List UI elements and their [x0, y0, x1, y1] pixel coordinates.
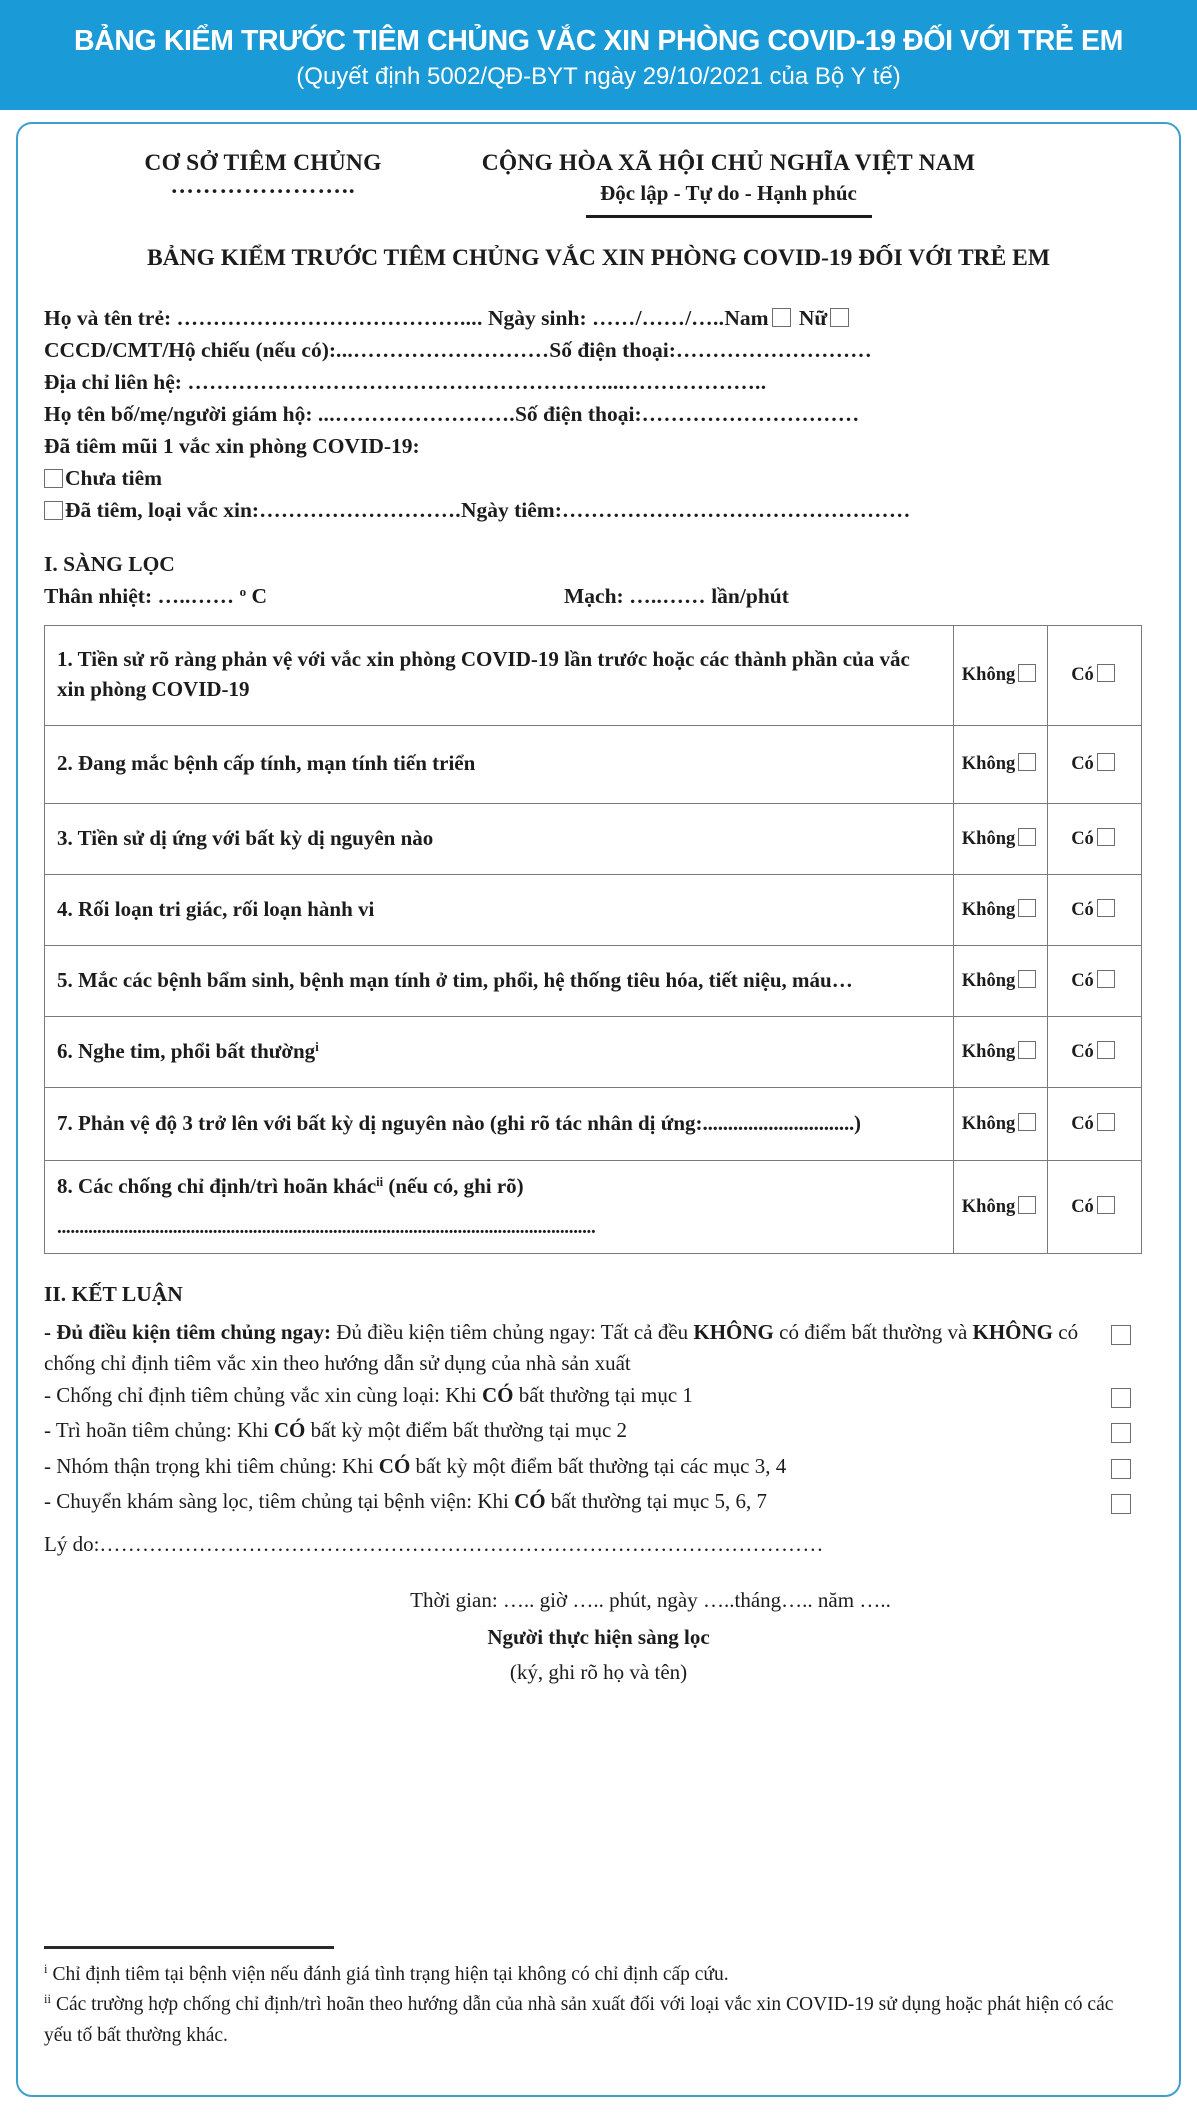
conclusion-strong-a: CÓ — [514, 1489, 546, 1513]
dob-day-input[interactable]: …… — [591, 305, 636, 330]
answer-yes-label: Có — [1071, 828, 1094, 849]
temperature-input[interactable]: …..…… — [157, 583, 235, 608]
answer-no-label: Không — [961, 899, 1016, 920]
answer-no-cell[interactable] — [954, 1087, 1048, 1160]
conclusion-strong-a: KHÔNG — [693, 1319, 774, 1344]
eligible-checkbox[interactable] — [1111, 1325, 1131, 1345]
vitals-row — [44, 584, 1153, 609]
conclusion-checkbox-cell[interactable] — [1111, 1451, 1153, 1487]
answer-no-checkbox[interactable] — [1018, 1196, 1036, 1214]
vaccinated-checkbox[interactable] — [44, 501, 63, 520]
field-row-guardian — [44, 398, 1153, 430]
inject-date-label: Ngày tiêm: — [460, 497, 562, 522]
address-input[interactable]: …………………………………………………....……………….. — [187, 369, 767, 394]
conclusion-checkbox-cell[interactable] — [1111, 1317, 1153, 1353]
pulse-input[interactable]: …..…… — [629, 583, 706, 608]
conclusion-rest-c: có chống chỉ định tiêm vắc xin theo hướng dẫn sử dụng của nhà sản xuất — [44, 1319, 1079, 1375]
footnote-item — [44, 1990, 1144, 2051]
answer-yes-checkbox[interactable] — [1097, 1196, 1115, 1214]
answer-yes-cell[interactable] — [1048, 803, 1142, 874]
conclusion-list — [44, 1317, 1153, 1561]
form-title: BẢNG KIỂM TRƯỚC TIÊM CHỦNG VẮC XIN PHÒNG COVID-19 ĐỐI VỚI TRẺ EM — [146, 244, 1051, 271]
conclusion-text — [44, 1380, 1111, 1412]
degree-symbol: o — [239, 583, 247, 599]
motto-divider — [586, 215, 872, 218]
answer-no-checkbox[interactable] — [1018, 664, 1036, 682]
answer-yes-label: Có — [1071, 1113, 1094, 1134]
conclusion-rest-a: Đủ điều kiện tiêm chủng ngay: Tất cả đều — [331, 1319, 694, 1344]
field-row-name — [44, 302, 1153, 334]
footnote-marker: i — [44, 1961, 48, 1976]
conclusion-strong-a: CÓ — [482, 1382, 514, 1407]
temperature-field — [44, 584, 564, 609]
conclusion-text — [44, 1486, 1111, 1518]
answer-yes-cell[interactable] — [1048, 1016, 1142, 1087]
conclusion-lead: - Chống chỉ định tiêm chủng vắc xin cùng loại: Khi — [44, 1382, 483, 1407]
conclusion-lead: - Trì hoãn tiêm chủng: Khi — [44, 1418, 274, 1442]
conclusion-strong-a: CÓ — [378, 1453, 411, 1478]
facility-label: CƠ SỞ TIÊM CHỦNG — [144, 150, 382, 176]
footnote-marker: ii — [376, 1174, 384, 1189]
question-number: 8. — [57, 1173, 73, 1198]
guardian-input[interactable]: ...……………………. — [317, 401, 515, 426]
field-row-address — [44, 366, 1153, 398]
signature-time-line[interactable]: Thời gian: ….. giờ ….. phút, ngày …..tháng….. năm ….. — [410, 1588, 891, 1612]
country-name: CỘNG HÒA XÃ HỘI CHỦ NGHĨA VIỆT NAM — [481, 150, 976, 176]
answer-no-label: Không — [961, 1113, 1016, 1134]
answer-yes-label: Có — [1071, 665, 1094, 686]
facility-fill-line[interactable]: ………………….. — [170, 173, 356, 199]
answer-yes-checkbox[interactable] — [1097, 1113, 1115, 1131]
pulse-field — [564, 584, 789, 609]
conclusion-rest-a: bất thường tại mục 1 — [513, 1382, 693, 1407]
answer-yes-label: Có — [1071, 1196, 1094, 1217]
vaccine-type-input[interactable]: ………………………. — [259, 497, 461, 522]
answer-no-label: Không — [961, 1041, 1016, 1062]
guardian-label: Họ tên bố/mẹ/người giám hộ: — [44, 401, 313, 426]
table-row — [45, 1016, 1142, 1087]
answer-yes-checkbox[interactable] — [1097, 1041, 1115, 1059]
field-row-vaccinated — [44, 494, 1153, 526]
question-number: 4. — [57, 896, 73, 921]
conclusion-checkbox-cell[interactable] — [1111, 1415, 1153, 1451]
question-number: 7. — [57, 1110, 73, 1135]
caution-checkbox[interactable] — [1111, 1459, 1131, 1479]
question-text: Đang mắc bệnh cấp tính, mạn tính tiến triển — [78, 751, 476, 776]
conclusion-rest-a: bất thường tại mục 5, 6, 7 — [545, 1489, 767, 1513]
conclusion-lead: - Đủ điều kiện tiêm chủng ngay: — [44, 1319, 332, 1344]
answer-no-label: Không — [961, 754, 1016, 775]
conclusion-strong-a: CÓ — [273, 1418, 306, 1442]
answer-no-cell[interactable] — [954, 725, 1048, 803]
dob-month-input[interactable]: …… — [641, 305, 686, 330]
question-cell — [45, 1160, 954, 1253]
question-text-suffix: (nếu có, ghi rõ) — [383, 1173, 524, 1198]
patient-fields — [44, 302, 1153, 526]
female-checkbox[interactable] — [830, 308, 849, 327]
vaccinated-label: Đã tiêm, loại vắc xin: — [65, 497, 260, 522]
table-row — [45, 1160, 1142, 1253]
question-text: Nghe tim, phổi bất thường — [78, 1038, 316, 1063]
page-wrapper — [0, 110, 1197, 2097]
signature-block — [44, 1584, 1153, 1689]
section-1-title: I. SÀNG LỌC — [44, 551, 175, 576]
conclusion-rest-b: có điểm bất thường và — [773, 1319, 973, 1344]
dob-separator-2: / — [685, 305, 692, 330]
table-row — [45, 725, 1142, 803]
page-header-banner — [0, 0, 1197, 110]
table-row — [45, 625, 1142, 725]
question-cell — [45, 945, 954, 1016]
conclusion-lead: - Chuyển khám sàng lọc, tiêm chủng tại bệnh viện: Khi — [44, 1489, 515, 1513]
pulse-label: Mạch: — [564, 583, 624, 608]
field-row-id — [44, 334, 1153, 366]
table-row — [45, 1087, 1142, 1160]
question-number: 2. — [57, 751, 73, 776]
answer-no-cell[interactable] — [954, 803, 1048, 874]
question-cell — [45, 874, 954, 945]
question-cell — [45, 625, 954, 725]
conclusion-item-caution — [44, 1451, 1153, 1487]
answer-no-label: Không — [961, 665, 1016, 686]
facility-block — [44, 150, 424, 200]
answer-yes-label: Có — [1071, 754, 1094, 775]
footnotes-section — [44, 1946, 1144, 2051]
government-header — [44, 150, 1153, 218]
answer-yes-checkbox[interactable] — [1097, 899, 1115, 917]
id-input[interactable]: ...……………………… — [336, 337, 550, 362]
conclusion-lead: - Nhóm thận trọng khi tiêm chủng: Khi — [44, 1453, 379, 1478]
answer-no-checkbox[interactable] — [1018, 753, 1036, 771]
inject-date-input[interactable]: ………………………………………… — [561, 497, 911, 522]
not-vaccinated-checkbox[interactable] — [44, 469, 63, 488]
answer-yes-checkbox[interactable] — [1097, 753, 1115, 771]
table-row — [45, 945, 1142, 1016]
question-number: 5. — [57, 967, 73, 992]
question-number: 1. — [57, 647, 73, 672]
answer-no-label: Không — [961, 1196, 1016, 1217]
temperature-label: Thân nhiệt: — [44, 583, 153, 608]
conclusion-item-eligible — [44, 1317, 1153, 1380]
footnote-marker: ii — [44, 1992, 51, 2007]
id-label: CCCD/CMT/Hộ chiếu (nếu có): — [44, 337, 337, 362]
answer-no-checkbox[interactable] — [1018, 828, 1036, 846]
dose1-label: Đã tiêm mũi 1 vắc xin phòng COVID-19: — [44, 433, 420, 458]
answer-no-label: Không — [961, 828, 1016, 849]
male-label: Nam — [724, 305, 769, 330]
section-2-title: II. KẾT LUẬN — [44, 1281, 183, 1306]
question-text: Phản vệ độ 3 trở lên với bất kỳ dị nguyên nào (ghi rõ tác nhân dị ứng: — [78, 1110, 703, 1135]
conclusion-item-contraindicated — [44, 1380, 1153, 1416]
conclusion-item-postpone — [44, 1415, 1153, 1451]
banner-title: BẢNG KIỂM TRƯỚC TIÊM CHỦNG VẮC XIN PHÒNG COVID-19 ĐỐI VỚI TRẺ EM — [74, 24, 1123, 57]
answer-yes-cell[interactable] — [1048, 874, 1142, 945]
child-name-label: Họ và tên trẻ: — [44, 305, 172, 330]
table-row — [45, 874, 1142, 945]
phone-label: Số điện thoại: — [549, 337, 676, 362]
question-number: 3. — [57, 825, 73, 850]
not-vaccinated-label: Chưa tiêm — [65, 465, 163, 490]
answer-no-cell[interactable] — [954, 1160, 1048, 1253]
female-label: Nữ — [798, 305, 828, 330]
national-block — [424, 150, 1153, 218]
dob-label: Ngày sinh: — [488, 305, 587, 330]
answer-yes-label: Có — [1071, 899, 1094, 920]
answer-yes-checkbox[interactable] — [1097, 970, 1115, 988]
answer-no-checkbox[interactable] — [1018, 1041, 1036, 1059]
conclusion-text — [44, 1415, 1111, 1447]
answer-yes-cell[interactable] — [1048, 1087, 1142, 1160]
question-cell — [45, 1087, 954, 1160]
answer-no-cell[interactable] — [954, 945, 1048, 1016]
reason-row — [44, 1529, 1153, 1561]
conclusion-text — [44, 1317, 1111, 1380]
answer-yes-label: Có — [1071, 970, 1094, 991]
question-number: 6. — [57, 1038, 73, 1063]
footnote-text: Các trường hợp chống chỉ định/trì hoãn theo hướng dẫn của nhà sản xuất đối với loại vắc xin COVID-19 sử dụng hoặc phát hiện có các yếu tố bất thường khác. — [44, 1994, 1114, 2046]
male-checkbox[interactable] — [772, 308, 791, 327]
pulse-unit: lần/phút — [711, 583, 789, 608]
address-label: Địa chỉ liên hệ: — [44, 369, 182, 394]
question-text: Rối loạn tri giác, rối loạn hành vi — [78, 896, 375, 921]
conclusion-checkbox-cell[interactable] — [1111, 1486, 1153, 1522]
question-text: Tiền sử dị ứng với bất kỳ dị nguyên nào — [77, 825, 434, 850]
answer-no-cell[interactable] — [954, 874, 1048, 945]
question-text: Tiền sử rõ ràng phản vệ với vắc xin phòng COVID-19 lần trước hoặc các thành phần của vắc xin phòng COVID-19 — [57, 647, 910, 702]
footnote-item — [44, 1960, 1144, 1990]
contraindicated-checkbox[interactable] — [1111, 1388, 1131, 1408]
other-contraindication-input[interactable]: ......................................................................................................................... — [57, 1216, 596, 1238]
conclusion-text — [44, 1451, 1111, 1483]
national-motto: Độc lập - Tự do - Hạnh phúc — [600, 181, 857, 205]
child-name-input[interactable]: ………………………………….... — [176, 305, 483, 330]
answer-yes-cell[interactable] — [1048, 1160, 1142, 1253]
guardian-phone-label: Số điện thoại: — [514, 401, 642, 426]
reason-input[interactable]: ………………………………………………………………………………………… — [99, 1531, 824, 1556]
answer-yes-cell[interactable] — [1048, 725, 1142, 803]
answer-no-label: Không — [961, 970, 1016, 991]
temperature-unit: C — [251, 583, 268, 608]
answer-yes-label: Có — [1071, 1041, 1094, 1062]
signature-role: Người thực hiện sàng lọc — [487, 1624, 710, 1649]
field-row-dose1-label — [44, 430, 1153, 462]
conclusion-rest-a: bất kỳ một điểm bất thường tại các mục 3, 4 — [410, 1453, 787, 1478]
question-cell — [45, 803, 954, 874]
question-cell — [45, 725, 954, 803]
conclusion-checkbox-cell[interactable] — [1111, 1380, 1153, 1416]
answer-no-checkbox[interactable] — [1018, 970, 1036, 988]
conclusion-rest-a: bất kỳ một điểm bất thường tại mục 2 — [305, 1418, 628, 1442]
guardian-phone-input[interactable]: ………………………… — [641, 401, 860, 426]
reason-label: Lý do: — [44, 1531, 100, 1556]
question-text: Các chống chỉ định/trì hoãn khác — [78, 1173, 377, 1198]
footnote-marker: i — [315, 1039, 319, 1054]
answer-yes-cell[interactable] — [1048, 625, 1142, 725]
banner-subtitle: (Quyết định 5002/QĐ-BYT ngày 29/10/2021 của Bộ Y tế) — [296, 62, 901, 90]
field-row-not-vaccinated — [44, 462, 1153, 494]
answer-no-checkbox[interactable] — [1018, 1113, 1036, 1131]
refer-hospital-checkbox[interactable] — [1111, 1494, 1131, 1514]
postpone-checkbox[interactable] — [1111, 1423, 1131, 1443]
screening-table — [44, 625, 1142, 1254]
question-text: Mắc các bệnh bẩm sinh, bệnh mạn tính ở tim, phổi, hệ thống tiêu hóa, tiết niệu, máu… — [78, 967, 853, 992]
answer-no-cell[interactable] — [954, 1016, 1048, 1087]
answer-no-cell[interactable] — [954, 625, 1048, 725]
allergen-input[interactable]: ..............................) — [702, 1110, 861, 1135]
answer-yes-cell[interactable] — [1048, 945, 1142, 1016]
answer-yes-checkbox[interactable] — [1097, 664, 1115, 682]
answer-no-checkbox[interactable] — [1018, 899, 1036, 917]
table-row — [45, 803, 1142, 874]
question-cell — [45, 1016, 954, 1087]
conclusion-strong-b: KHÔNG — [972, 1319, 1054, 1344]
dob-year-input[interactable]: ….. — [691, 305, 725, 330]
phone-input[interactable]: ……………………… — [675, 337, 873, 362]
footnote-divider — [44, 1946, 334, 1949]
signature-note: (ký, ghi rõ họ và tên) — [509, 1660, 688, 1685]
answer-yes-checkbox[interactable] — [1097, 828, 1115, 846]
dob-separator-1: / — [635, 305, 642, 330]
conclusion-item-refer-hospital — [44, 1486, 1153, 1522]
form-sheet — [16, 122, 1181, 2097]
footnote-text: Chỉ định tiêm tại bệnh viện nếu đánh giá tình trạng hiện tại không có chỉ định cấp cứu. — [52, 1963, 729, 1985]
